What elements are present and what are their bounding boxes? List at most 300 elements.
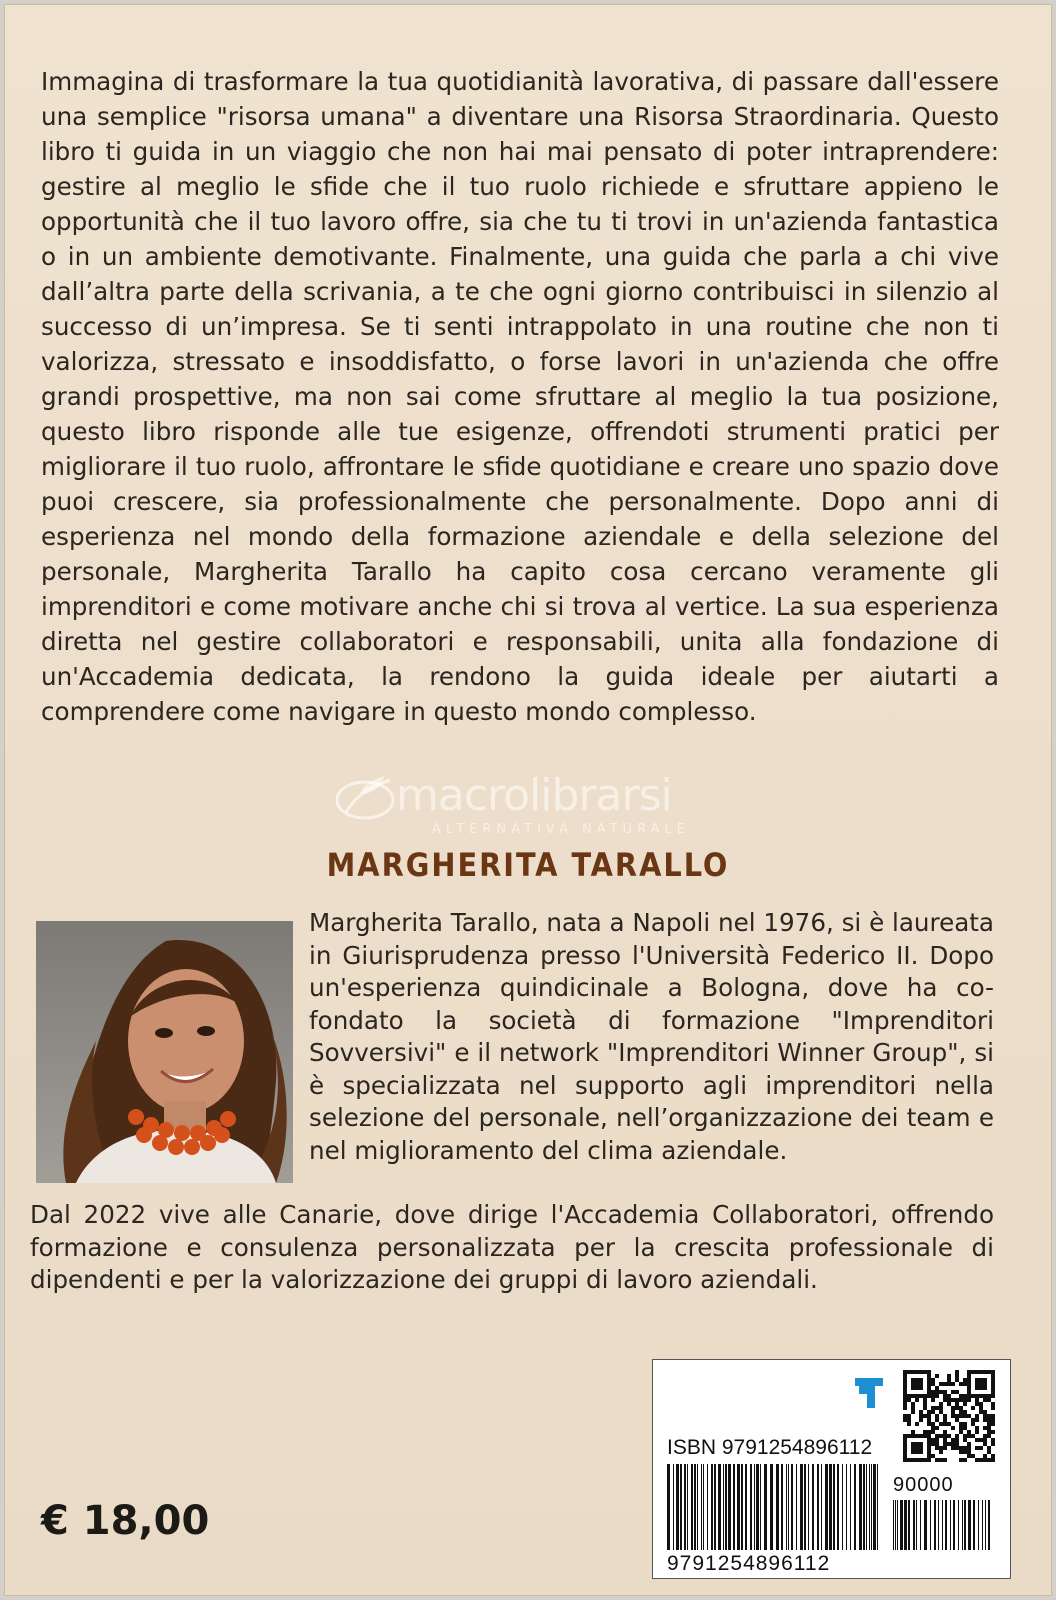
- qr-module: [923, 1402, 927, 1406]
- qr-module: [991, 1442, 995, 1446]
- qr-module: [931, 1438, 935, 1442]
- qr-module: [919, 1378, 923, 1382]
- qr-module: [947, 1398, 951, 1402]
- qr-module: [963, 1382, 967, 1386]
- qr-module: [991, 1406, 995, 1410]
- book-back-cover: [4, 4, 1052, 1596]
- qr-module: [939, 1390, 943, 1394]
- qr-module: [919, 1418, 923, 1422]
- qr-module: [963, 1426, 967, 1430]
- qr-module: [943, 1398, 947, 1402]
- qr-module: [935, 1434, 939, 1438]
- qr-module: [947, 1394, 951, 1398]
- qr-module: [955, 1442, 959, 1446]
- qr-module: [907, 1414, 911, 1418]
- qr-module: [939, 1410, 943, 1414]
- barcode-bar: [791, 1464, 793, 1550]
- qr-module: [923, 1398, 927, 1402]
- qr-module: [979, 1370, 983, 1374]
- barcode-bar: [945, 1500, 947, 1550]
- qr-module: [931, 1426, 935, 1430]
- qr-module: [991, 1374, 995, 1378]
- barcode-bar: [863, 1464, 865, 1550]
- qr-module: [927, 1410, 931, 1414]
- qr-module: [919, 1434, 923, 1438]
- qr-module: [983, 1442, 987, 1446]
- qr-module: [971, 1434, 975, 1438]
- qr-module: [955, 1438, 959, 1442]
- barcode-bar: [895, 1500, 896, 1550]
- qr-module: [975, 1458, 979, 1462]
- qr-module: [919, 1386, 923, 1390]
- qr-module: [935, 1426, 939, 1430]
- qr-module: [951, 1442, 955, 1446]
- qr-module: [955, 1370, 959, 1374]
- qr-module: [903, 1418, 907, 1422]
- qr-module: [991, 1382, 995, 1386]
- qr-module: [903, 1414, 907, 1418]
- qr-module: [987, 1398, 991, 1402]
- qr-module: [983, 1382, 987, 1386]
- qr-module: [911, 1434, 915, 1438]
- qr-module: [931, 1406, 935, 1410]
- barcode-bar: [800, 1464, 803, 1550]
- qr-module: [911, 1458, 915, 1462]
- qr-module: [919, 1446, 923, 1450]
- qr-module: [967, 1398, 971, 1402]
- barcode-bar: [825, 1464, 828, 1550]
- barcode-bar: [728, 1464, 731, 1550]
- qr-module: [943, 1430, 947, 1434]
- qr-module: [923, 1458, 927, 1462]
- qr-module: [967, 1374, 971, 1378]
- qr-module: [939, 1446, 943, 1450]
- qr-module: [931, 1378, 935, 1382]
- qr-module: [931, 1394, 935, 1398]
- qr-module: [963, 1438, 967, 1442]
- qr-module: [903, 1382, 907, 1386]
- barcode-bar: [869, 1464, 870, 1550]
- barcode-bar: [707, 1464, 708, 1550]
- barcode-bar: [733, 1464, 735, 1550]
- qr-module: [983, 1410, 987, 1414]
- qr-module: [959, 1430, 963, 1434]
- qr-module: [911, 1442, 915, 1446]
- qr-module: [963, 1378, 967, 1382]
- barcode-bar: [958, 1500, 959, 1550]
- qr-module: [935, 1394, 939, 1398]
- qr-module: [971, 1394, 975, 1398]
- qr-module: [955, 1402, 959, 1406]
- qr-module: [991, 1454, 995, 1458]
- barcode-bar: [934, 1500, 936, 1550]
- qr-module: [939, 1422, 943, 1426]
- barcode-bar: [781, 1464, 783, 1550]
- qr-module: [991, 1458, 995, 1462]
- publisher-logo-icon: [849, 1372, 889, 1412]
- qr-module: [947, 1382, 951, 1386]
- qr-module: [987, 1450, 991, 1454]
- qr-module: [939, 1434, 943, 1438]
- qr-module: [983, 1394, 987, 1398]
- qr-module: [927, 1374, 931, 1378]
- qr-module: [987, 1458, 991, 1462]
- barcode-bar: [684, 1464, 686, 1550]
- qr-module: [915, 1386, 919, 1390]
- qr-module: [903, 1454, 907, 1458]
- barcode-bar: [804, 1464, 806, 1550]
- qr-module: [979, 1458, 983, 1462]
- qr-module: [927, 1454, 931, 1458]
- qr-module: [979, 1406, 983, 1410]
- qr-module: [983, 1386, 987, 1390]
- qr-module: [927, 1414, 931, 1418]
- qr-module: [979, 1386, 983, 1390]
- barcode-bar: [920, 1500, 921, 1550]
- qr-module: [943, 1442, 947, 1446]
- barcode-bar: [697, 1464, 698, 1550]
- qr-module: [991, 1414, 995, 1418]
- qr-module: [959, 1382, 963, 1386]
- qr-module: [971, 1454, 975, 1458]
- qr-module: [979, 1446, 983, 1450]
- qr-module: [943, 1418, 947, 1422]
- qr-module: [975, 1386, 979, 1390]
- qr-module: [987, 1418, 991, 1422]
- qr-module: [983, 1454, 987, 1458]
- barcode-bar: [850, 1464, 851, 1550]
- author-photo: [36, 921, 293, 1183]
- qr-module: [963, 1398, 967, 1402]
- barcode-bar: [859, 1464, 862, 1550]
- qr-module: [967, 1430, 971, 1434]
- qr-code-icon: [903, 1370, 995, 1462]
- barcode-bar: [701, 1464, 702, 1550]
- book-blurb: Immagina di trasformare la tua quotidianità lavorativa, di passare dall'essere una semplice "risorsa umana" a diventare una Risorsa Straordinaria. Questo libro ti guida in un viaggio che non hai mai pensato di poter intraprendere: gestire al meglio le sfide che il tuo ruolo richiede e sfruttare appieno le opportunità che il tuo lavoro offre, sia che tu ti trovi in un'azienda fantastica o in un ambiente demotivante. Finalmente, una guida che parla a chi vive dall’altra parte della scrivania, a te che ogni giorno contribuisci in silenzio al successo di un’impresa. Se ti senti intrappolato in una routine che non ti valorizza, stressato e insoddisfatto, o forse lavori in un'azienda che offre grandi prospettive, ma non sai come sfruttare al meglio la tua posizione, questo libro risponde alle tue esigenze, offrendoti strumenti pratici per migliorare il tuo ruolo, affrontare le sfide quotidiane e creare uno spazio dove puoi crescere, sia professionalmente che personalmente. Dopo anni di esperienza nel mondo della formazione aziendale e della selezione del personale, Margherita Tarallo ha capito cosa cercano veramente gli imprenditori e come motivare anche chi si trova al vertice. La sua esperienza diretta nel gestire collaboratori e responsabili, unita alla fondazione di un'Accademia dedicata, la rendono la guida ideale per aiutarti a comprendere come navigare in questo mondo complesso.: [41, 67, 999, 726]
- qr-module: [903, 1370, 907, 1374]
- qr-module: [915, 1382, 919, 1386]
- qr-module: [967, 1414, 971, 1418]
- qr-module: [971, 1370, 975, 1374]
- qr-module: [943, 1390, 947, 1394]
- qr-module: [927, 1370, 931, 1374]
- qr-module: [935, 1386, 939, 1390]
- isbn-barcode: [667, 1464, 882, 1550]
- qr-module: [903, 1374, 907, 1378]
- qr-module: [903, 1438, 907, 1442]
- qr-module: [931, 1390, 935, 1394]
- barcode-bar: [978, 1500, 979, 1550]
- qr-module: [963, 1394, 967, 1398]
- qr-module: [943, 1458, 947, 1462]
- qr-module: [963, 1450, 967, 1454]
- leaf-logo-icon: [334, 772, 396, 824]
- qr-module: [975, 1370, 979, 1374]
- barcode-bar: [756, 1464, 759, 1550]
- barcode-bar: [985, 1500, 986, 1550]
- barcode-bar: [764, 1464, 767, 1550]
- qr-module: [959, 1446, 963, 1450]
- qr-module: [947, 1442, 951, 1446]
- barcode-bar: [854, 1464, 856, 1550]
- barcode-bar: [723, 1464, 724, 1550]
- qr-module: [963, 1446, 967, 1450]
- qr-module: [983, 1398, 987, 1402]
- qr-module: [911, 1382, 915, 1386]
- qr-module: [951, 1410, 955, 1414]
- barcode-bar: [673, 1464, 674, 1550]
- qr-module: [967, 1442, 971, 1446]
- barcode-bar: [916, 1500, 917, 1550]
- qr-module: [951, 1426, 955, 1430]
- barcode-bar: [837, 1464, 839, 1550]
- qr-module: [987, 1414, 991, 1418]
- qr-module: [935, 1406, 939, 1410]
- qr-module: [915, 1458, 919, 1462]
- qr-module: [947, 1374, 951, 1378]
- qr-module: [943, 1438, 947, 1442]
- qr-module: [927, 1442, 931, 1446]
- qr-module: [991, 1418, 995, 1422]
- qr-module: [991, 1390, 995, 1394]
- barcode-bar: [846, 1464, 847, 1550]
- qr-module: [951, 1382, 955, 1386]
- qr-module: [955, 1434, 959, 1438]
- qr-module: [983, 1378, 987, 1382]
- qr-module: [927, 1430, 931, 1434]
- qr-module: [947, 1434, 951, 1438]
- barcode-panel: [652, 1359, 1011, 1579]
- qr-module: [975, 1414, 979, 1418]
- qr-module: [967, 1378, 971, 1382]
- barcode-bar: [962, 1500, 963, 1550]
- qr-module: [955, 1374, 959, 1378]
- qr-module: [947, 1378, 951, 1382]
- qr-module: [959, 1406, 963, 1410]
- qr-module: [991, 1438, 995, 1442]
- qr-module: [959, 1398, 963, 1402]
- qr-module: [915, 1446, 919, 1450]
- qr-module: [975, 1394, 979, 1398]
- qr-module: [939, 1382, 943, 1386]
- qr-module: [911, 1446, 915, 1450]
- qr-module: [991, 1422, 995, 1426]
- qr-module: [911, 1430, 915, 1434]
- qr-module: [955, 1446, 959, 1450]
- qr-module: [959, 1414, 963, 1418]
- qr-module: [979, 1402, 983, 1406]
- qr-module: [911, 1386, 915, 1390]
- barcode-bar: [680, 1464, 682, 1550]
- qr-module: [987, 1370, 991, 1374]
- qr-module: [975, 1430, 979, 1434]
- qr-module: [955, 1378, 959, 1382]
- qr-module: [919, 1414, 923, 1418]
- qr-module: [923, 1406, 927, 1410]
- qr-module: [979, 1378, 983, 1382]
- barcode-bar: [873, 1464, 876, 1550]
- qr-module: [951, 1438, 955, 1442]
- qr-module: [959, 1458, 963, 1462]
- qr-module: [951, 1414, 955, 1418]
- qr-module: [903, 1446, 907, 1450]
- qr-module: [915, 1434, 919, 1438]
- qr-module: [983, 1434, 987, 1438]
- qr-module: [979, 1410, 983, 1414]
- qr-module: [959, 1422, 963, 1426]
- qr-module: [935, 1390, 939, 1394]
- barcode-bar: [988, 1500, 990, 1550]
- barcode-bar: [808, 1464, 809, 1550]
- barcode-bar: [786, 1464, 787, 1550]
- barcode-bar: [829, 1464, 832, 1550]
- qr-module: [903, 1450, 907, 1454]
- qr-module: [979, 1382, 983, 1386]
- author-name-heading: MARGHERITA TARALLO: [326, 846, 730, 884]
- barcode-bar: [737, 1464, 740, 1550]
- qr-module: [975, 1398, 979, 1402]
- qr-module: [911, 1378, 915, 1382]
- qr-module: [963, 1422, 967, 1426]
- isbn-digits: 9791254896112: [667, 1552, 831, 1575]
- qr-module: [911, 1394, 915, 1398]
- qr-module: [951, 1406, 955, 1410]
- watermark-tagline: ALTERNATIVA NATURALE: [432, 822, 690, 837]
- qr-module: [923, 1370, 927, 1374]
- barcode-bar: [745, 1464, 747, 1550]
- qr-module: [915, 1442, 919, 1446]
- qr-module: [911, 1450, 915, 1454]
- barcode-bar: [968, 1500, 971, 1550]
- qr-module: [975, 1402, 979, 1406]
- qr-module: [991, 1386, 995, 1390]
- qr-module: [955, 1406, 959, 1410]
- barcode-bar: [877, 1464, 878, 1550]
- qr-module: [975, 1418, 979, 1422]
- qr-module: [963, 1434, 967, 1438]
- barcode-bar: [908, 1500, 910, 1550]
- barcode-bar: [897, 1500, 898, 1550]
- watermark-brand: macrolibrarsi: [396, 770, 672, 821]
- barcode-bar: [770, 1464, 773, 1550]
- qr-module: [915, 1378, 919, 1382]
- qr-module: [919, 1458, 923, 1462]
- barcode-bar: [938, 1500, 939, 1550]
- qr-module: [931, 1398, 935, 1402]
- barcode-bar: [900, 1500, 903, 1550]
- qr-module: [959, 1394, 963, 1398]
- barcode-bar: [904, 1500, 907, 1550]
- barcode-bar: [676, 1464, 679, 1550]
- barcode-bar: [725, 1464, 727, 1550]
- qr-module: [955, 1414, 959, 1418]
- qr-module: [943, 1394, 947, 1398]
- qr-module: [915, 1450, 919, 1454]
- qr-module: [951, 1446, 955, 1450]
- qr-module: [915, 1422, 919, 1426]
- qr-module: [967, 1434, 971, 1438]
- qr-module: [991, 1370, 995, 1374]
- qr-module: [919, 1442, 923, 1446]
- barcode-bar: [796, 1464, 797, 1550]
- qr-module: [903, 1378, 907, 1382]
- barcode-bar: [942, 1500, 943, 1550]
- qr-module: [987, 1430, 991, 1434]
- barcode-bar: [741, 1464, 743, 1550]
- qr-module: [923, 1430, 927, 1434]
- qr-module: [971, 1418, 975, 1422]
- qr-module: [907, 1370, 911, 1374]
- qr-module: [935, 1418, 939, 1422]
- qr-module: [991, 1430, 995, 1434]
- qr-module: [983, 1414, 987, 1418]
- qr-module: [903, 1386, 907, 1390]
- qr-module: [967, 1370, 971, 1374]
- addon-code: 90000: [893, 1474, 954, 1496]
- qr-module: [903, 1458, 907, 1462]
- qr-module: [915, 1398, 919, 1402]
- qr-module: [991, 1402, 995, 1406]
- qr-module: [919, 1382, 923, 1386]
- barcode-bar: [964, 1500, 966, 1550]
- qr-module: [967, 1394, 971, 1398]
- qr-module: [931, 1430, 935, 1434]
- qr-module: [943, 1434, 947, 1438]
- qr-module: [931, 1422, 935, 1426]
- isbn-label: ISBN 9791254896112: [667, 1436, 873, 1459]
- barcode-bar: [687, 1464, 688, 1550]
- qr-module: [907, 1398, 911, 1402]
- qr-module: [967, 1386, 971, 1390]
- qr-module: [907, 1422, 911, 1426]
- qr-module: [927, 1390, 931, 1394]
- barcode-bar: [842, 1464, 843, 1550]
- qr-module: [935, 1446, 939, 1450]
- qr-module: [947, 1422, 951, 1426]
- qr-module: [931, 1454, 935, 1458]
- qr-module: [967, 1446, 971, 1450]
- qr-module: [935, 1458, 939, 1462]
- qr-module: [959, 1426, 963, 1430]
- qr-module: [991, 1394, 995, 1398]
- qr-module: [935, 1442, 939, 1446]
- qr-module: [943, 1422, 947, 1426]
- qr-module: [947, 1402, 951, 1406]
- qr-module: [927, 1422, 931, 1426]
- qr-module: [919, 1410, 923, 1414]
- qr-module: [987, 1446, 991, 1450]
- addon-barcode: [893, 1500, 993, 1550]
- qr-module: [959, 1450, 963, 1454]
- qr-module: [927, 1382, 931, 1386]
- qr-module: [967, 1390, 971, 1394]
- author-portrait-image: [36, 921, 293, 1183]
- barcode-bar: [950, 1500, 951, 1550]
- barcode-bar: [817, 1464, 819, 1550]
- qr-module: [935, 1374, 939, 1378]
- barcode-bar: [982, 1500, 983, 1550]
- barcode-bar: [924, 1500, 927, 1550]
- qr-module: [907, 1418, 911, 1422]
- barcode-bar: [750, 1464, 752, 1550]
- qr-module: [919, 1450, 923, 1454]
- qr-module: [907, 1394, 911, 1398]
- barcode-bar: [821, 1464, 822, 1550]
- qr-module: [907, 1434, 911, 1438]
- qr-module: [967, 1382, 971, 1386]
- qr-module: [927, 1458, 931, 1462]
- qr-module: [975, 1426, 979, 1430]
